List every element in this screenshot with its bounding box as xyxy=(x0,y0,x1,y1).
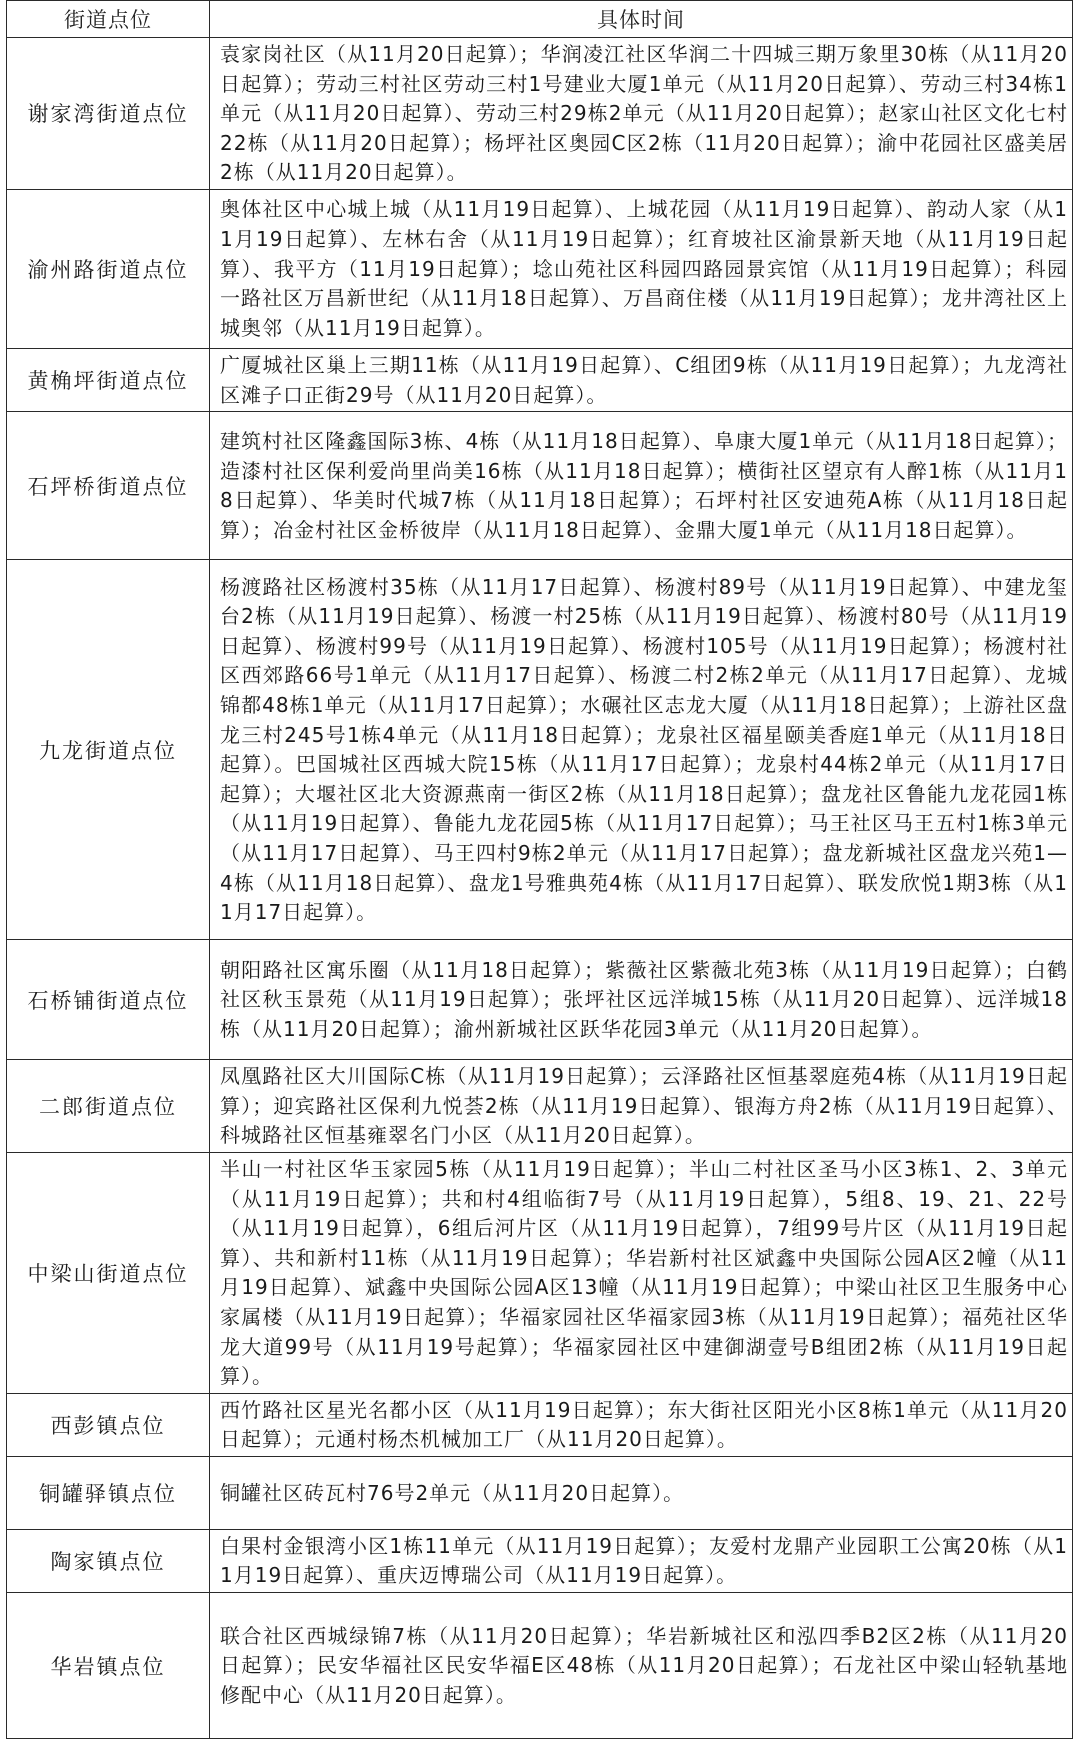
location-time-table xyxy=(6,0,1073,1739)
location-cell: 石坪桥街道点位 xyxy=(7,412,210,560)
table-row xyxy=(7,189,1073,348)
header-time: 具体时间 xyxy=(210,1,1073,38)
location-cell: 黄桷坪街道点位 xyxy=(7,348,210,411)
table-row xyxy=(7,1529,1073,1592)
location-cell: 华岩镇点位 xyxy=(7,1593,210,1739)
table-row xyxy=(7,940,1073,1060)
time-detail-cell: 白果村金银湾小区1栋11单元（从11月19日起算）；友爱村龙鼎产业园职工公寓20栋（从11月19日起算）、重庆迈博瑞公司（从11月19日起算）。 xyxy=(210,1529,1073,1592)
time-detail-cell: 杨渡路社区杨渡村35栋（从11月17日起算）、杨渡村89号（从11月19日起算）、中建龙玺台2栋（从11月19日起算）、杨渡一村25栋（从11月19日起算）、杨渡村80号（从11月19日起算）、杨渡村99号（从11月19日起算）、杨渡村105号（从11月19日起算）；杨渡村社区西郊路66号1单元（从11月17日起算）、杨渡二村2栋2单元（从11月17日起算）、龙城锦都48栋1单元（从11月17日起算）；水碾社区志龙大厦（从11月18日起算）；上游社区盘龙三村245号1栋4单元（从11月18日起算）；龙泉社区福星颐美香庭1单元（从11月18日起算）。巴国城社区西城大院15栋（从11月17日起算）；龙泉村44栋2单元（从11月17日起算）；大堰社区北大资源燕南一街区2栋（从11月18日起算）；盘龙社区鲁能九龙花园1栋（从11月19日起算）、鲁能九龙花园5栋（从11月17日起算）；马王社区马王五村1栋3单元（从11月17日起算）、马王四村9栋2单元（从11月17日起算）；盘龙新城社区盘龙兴苑1—4栋（从11月18日起算）、盘龙1号雅典苑4栋（从11月17日起算）、联发欣悦1期3栋（从11月17日起算）。 xyxy=(210,560,1073,940)
time-detail-cell: 朝阳路社区寓乐圈（从11月18日起算）；紫薇社区紫薇北苑3栋（从11月19日起算）；白鹤社区秋玉景苑（从11月19日起算）；张坪社区远洋城15栋（从11月20日起算）、远洋城18栋（从11月20日起算）；渝州新城社区跃华花园3单元（从11月20日起算）。 xyxy=(210,940,1073,1060)
table-row xyxy=(7,560,1073,940)
location-cell: 西彭镇点位 xyxy=(7,1393,210,1456)
time-detail-cell: 奥体社区中心城上城（从11月19日起算）、上城花园（从11月19日起算）、韵动人家（从11月19日起算）、左林右舍（从11月19日起算）；红育坡社区渝景新天地（从11月19日起算）、我平方（11月19日起算）；埝山苑社区科园四路园景宾馆（从11月19日起算）；科园一路社区万昌新世纪（从11月18日起算）、万昌商住楼（从11月19日起算）；龙井湾社区上城奥邻（从11月19日起算）。 xyxy=(210,189,1073,348)
table-row xyxy=(7,412,1073,560)
table-row xyxy=(7,1060,1073,1153)
time-detail-cell: 广厦城社区巢上三期11栋（从11月19日起算）、C组团9栋（从11月19日起算）；九龙湾社区滩子口正街29号（从11月20日起算）。 xyxy=(210,348,1073,411)
location-cell: 九龙街道点位 xyxy=(7,560,210,940)
table-row xyxy=(7,1593,1073,1739)
time-detail-cell: 袁家岗社区（从11月20日起算）；华润凌江社区华润二十四城三期万象里30栋（从11月20日起算）；劳动三村社区劳动三村1号建业大厦1单元（从11月20日起算）、劳动三村34栋1单元（从11月20日起算）、劳动三村29栋2单元（从11月20日起算）；赵家山社区文化七村22栋（从11月20日起算）；杨坪社区奥园C区2栋（11月20日起算）；渝中花园社区盛美居2栋（从11月20日起算）。 xyxy=(210,38,1073,190)
table-row xyxy=(7,1456,1073,1529)
table-row xyxy=(7,1152,1073,1393)
location-cell: 陶家镇点位 xyxy=(7,1529,210,1592)
table-row xyxy=(7,1393,1073,1456)
time-detail-cell: 半山一村社区华玉家园5栋（从11月19日起算）；半山二村社区圣马小区3栋1、2、3单元（从11月19日起算）；共和村4组临街7号（从11月19日起算），5组8、19、21、22号（从11月19日起算），6组后河片区（从11月19日起算），7组99号片区（从11月19日起算）、共和新村11栋（从11月19日起算）；华岩新村社区斌鑫中央国际公园A区2幢（从11月19日起算）、斌鑫中央国际公园A区13幢（从11月19日起算）；中梁山社区卫生服务中心家属楼（从11月19日起算）；华福家园社区华福家园3栋（从11月19日起算）；福苑社区华龙大道99号（从11月19号起算）；华福家园社区中建御湖壹号B组团2栋（从11月19日起算）。 xyxy=(210,1152,1073,1393)
time-detail-cell: 铜罐社区砖瓦村76号2单元（从11月20日起算）。 xyxy=(210,1456,1073,1529)
table-header-row xyxy=(7,1,1073,38)
location-cell: 中梁山街道点位 xyxy=(7,1152,210,1393)
location-cell: 铜罐驿镇点位 xyxy=(7,1456,210,1529)
table-row xyxy=(7,38,1073,190)
time-detail-cell: 西竹路社区星光名都小区（从11月19日起算）；东大街社区阳光小区8栋1单元（从11月20日起算）；元通村杨杰机械加工厂（从11月20日起算）。 xyxy=(210,1393,1073,1456)
time-detail-cell: 建筑村社区隆鑫国际3栋、4栋（从11月18日起算）、阜康大厦1单元（从11月18日起算）；造漆村社区保利爱尚里尚美16栋（从11月18日起算）；横街社区望京有人醉1栋（从11月18日起算）、华美时代城7栋（从11月18日起算）；石坪村社区安迪苑A栋（从11月18日起算）；冶金村社区金桥彼岸（从11月18日起算）、金鼎大厦1单元（从11月18日起算）。 xyxy=(210,412,1073,560)
location-cell: 谢家湾街道点位 xyxy=(7,38,210,190)
location-cell: 石桥铺街道点位 xyxy=(7,940,210,1060)
location-cell: 渝州路街道点位 xyxy=(7,189,210,348)
time-detail-cell: 凤凰路社区大川国际C栋（从11月19日起算）；云泽路社区恒基翠庭苑4栋（从11月19日起算）；迎宾路社区保利九悦荟2栋（从11月19日起算）、银海方舟2栋（从11月19日起算）、科城路社区恒基雍翠名门小区（从11月20日起算）。 xyxy=(210,1060,1073,1153)
location-cell: 二郎街道点位 xyxy=(7,1060,210,1153)
time-detail-cell: 联合社区西城绿锦7栋（从11月20日起算）；华岩新城社区和泓四季B2区2栋（从11月20日起算）；民安华福社区民安华福E区48栋（从11月20日起算）；石龙社区中梁山轻轨基地修配中心（从11月20日起算）。 xyxy=(210,1593,1073,1739)
table-row xyxy=(7,348,1073,411)
header-location: 街道点位 xyxy=(7,1,210,38)
